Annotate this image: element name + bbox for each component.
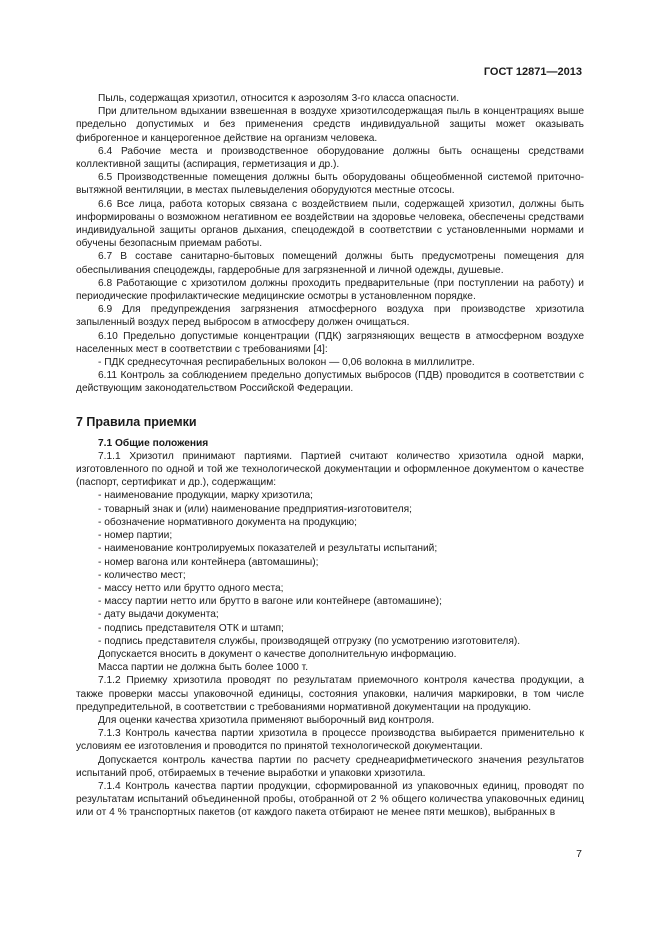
list-item: - ПДК среднесуточная респирабельных волокон — 0,06 волокна в миллилитре. bbox=[98, 357, 475, 369]
list-item: - товарный знак и (или) наименование предприятия-изготовителя; bbox=[98, 503, 412, 515]
list-item: - дату выдачи документа; bbox=[98, 609, 219, 621]
paragraph: Для оценки качества хризотила применяют выборочный вид контроля. bbox=[98, 714, 435, 726]
paragraph: 6.5 Производственные помещения должны быть оборудованы общеобменной системой приточно-вытяжной вентиляции, в местах пылевыделения оборудуются местные отсосы. bbox=[76, 172, 584, 197]
paragraph: 7.1.4 Контроль качества партии продукции, сформированной из упаковочных единиц, проводят по результатам испытаний объединенной пробы, отобранной от 2 % общего количества упаковочных единиц или от 4 % транспортных пакетов (от каждого пакета отбирают не менее пяти мешков), выбранных в bbox=[76, 780, 584, 819]
list-item: - обозначение нормативного документа на продукцию; bbox=[98, 516, 357, 528]
paragraph: 6.6 Все лица, работа которых связана с воздействием пыли, содержащей хризотил, должны быть информированы о возможном негативном ее воздействии на здоровье человека, обеспечены средствами индивидуальной защиты органов дыхания, спецодеждой в соответствии с установленными нормами и обучены безопасным приемам работы. bbox=[76, 198, 584, 250]
page-body bbox=[76, 92, 584, 820]
list-item: - подпись представителя ОТК и штамп; bbox=[98, 622, 284, 634]
paragraph: При длительном вдыхании взвешенная в воздухе хризотилсодержащая пыль в концентрациях выше предельно допустимых и без применения средств индивидуальной защиты может оказывать фиброгенное и канцерогенное действие на организм человека. bbox=[76, 106, 584, 144]
list-item: - количество мест; bbox=[98, 569, 186, 581]
list-item: - массу нетто или брутто одного места; bbox=[98, 582, 284, 594]
list-item: - наименование продукции, марку хризотила; bbox=[98, 490, 314, 502]
list-item: - массу партии нетто или брутто в вагоне или контейнере (автомашине); bbox=[98, 596, 442, 608]
paragraph: 6.11 Контроль за соблюдением предельно допустимых выбросов (ПДВ) проводится в соответствии с действующим законодательством Российской Федерации. bbox=[76, 370, 584, 395]
paragraph: Пыль, содержащая хризотил, относится к аэрозолям 3-го класса опасности. bbox=[98, 93, 460, 104]
paragraph: 6.9 Для предупреждения загрязнения атмосферного воздуха при производстве хризотила запыленный воздух перед выбросом в атмосферу должен очищаться. bbox=[76, 304, 584, 329]
section-title: 7 Правила приемки bbox=[76, 414, 197, 429]
list-item: - подпись представителя службы, производящей отгрузку (по усмотрению изготовителя). bbox=[98, 635, 521, 647]
list-item: - номер вагона или контейнера (автомашины); bbox=[98, 556, 319, 568]
page-number: 7 bbox=[576, 848, 582, 860]
paragraph: Допускается вносить в документ о качестве дополнительную информацию. bbox=[98, 648, 457, 660]
list-item: - наименование контролируемых показателей и результаты испытаний; bbox=[98, 543, 438, 555]
paragraph: 6.10 Предельно допустимые концентрации (ПДК) загрязняющих веществ в атмосферном воздухе населенных мест в соответствии с требованиями [4]: bbox=[76, 330, 584, 355]
document-header: ГОСТ 12871—2013 bbox=[483, 66, 582, 78]
paragraph: 6.4 Рабочие места и производственное оборудование должны быть оснащены средствами коллективной защиты (аспирация, герметизация и др.). bbox=[76, 145, 584, 171]
list-item: - номер партии; bbox=[98, 530, 173, 542]
paragraph: Масса партии не должна быть более 1000 т. bbox=[98, 662, 309, 674]
paragraph: Допускается контроль качества партии по расчету среднеарифметического значения результатов испытаний проб, отбираемых в течение выработки и упаковки хризотила. bbox=[76, 754, 584, 779]
subsection-title: 7.1 Общие положения bbox=[98, 437, 209, 449]
paragraph: 7.1.3 Контроль качества партии хризотила в процессе производства выбирается применительно к условиям ее изготовления и проводится по принятой технологической документации. bbox=[76, 728, 584, 753]
paragraph: 7.1.1 Хризотил принимают партиями. Партией считают количество хризотила одной марки, изготовленного по одной и той же технологической документации и оформленное документом о качестве (паспорт, сертификат и др.), содержащим: bbox=[76, 450, 584, 489]
paragraph: 7.1.2 Приемку хризотила проводят по результатам приемочного контроля качества продукции, а также проверки массы упаковочной единицы, состояния упаковки, наличия маркировки, в том числе предупредительной, в соответствии с требованиями нормативной документации на продукцию. bbox=[76, 675, 584, 713]
paragraph: 6.8 Работающие с хризотилом должны проходить предварительные (при поступлении на работу) и периодические профилактические медицинские осмотры в установленном порядке. bbox=[76, 277, 584, 303]
paragraph: 6.7 В составе санитарно-бытовых помещений должны быть предусмотрены помещения для обеспыливания спецодежды, гардеробные для загрязненной и личной одежды, душевые. bbox=[76, 251, 584, 276]
